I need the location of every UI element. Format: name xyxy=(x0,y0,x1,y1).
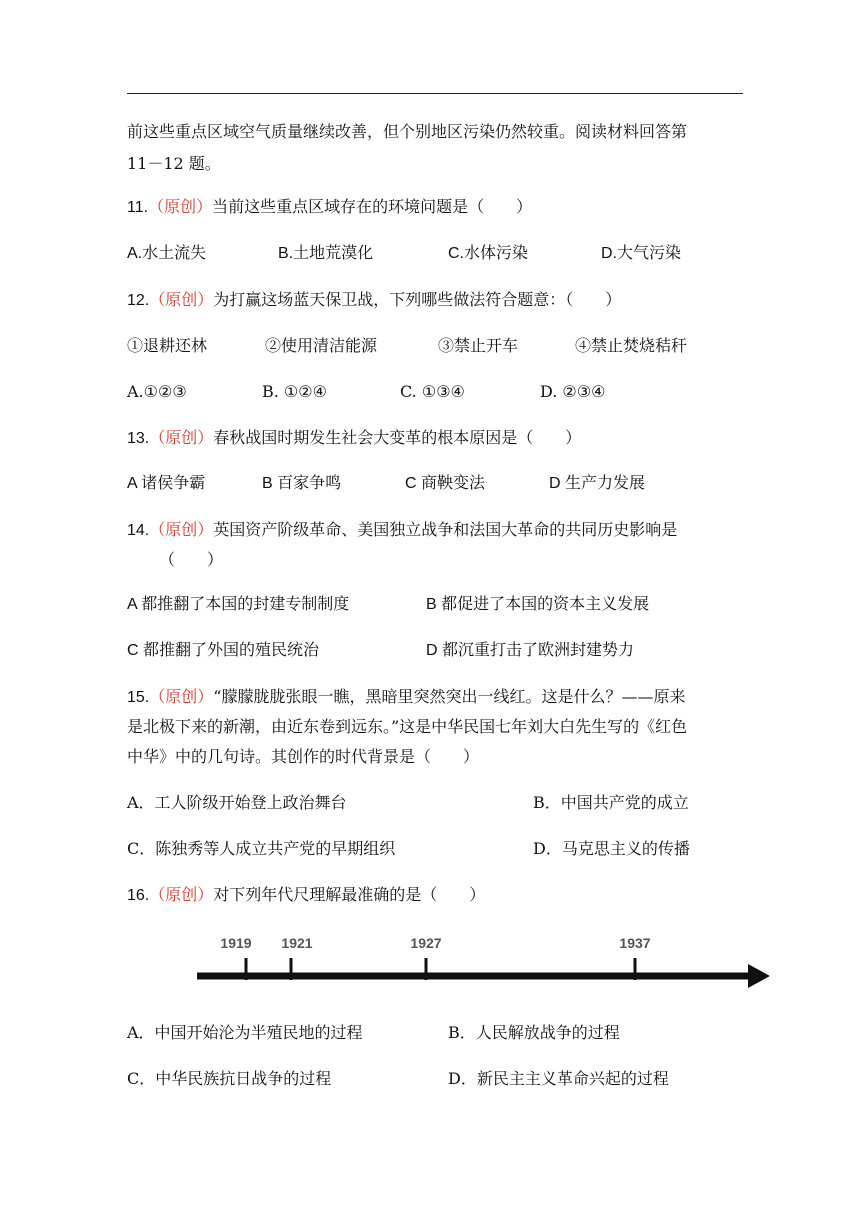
original-tag: （原创） xyxy=(149,520,214,539)
option-b[interactable]: B.土地荒漠化 xyxy=(278,245,374,262)
question-stem: 英国资产阶级革命、美国独立战争和法国大革命的共同历史影响是 xyxy=(213,520,678,539)
question-stem: “朦朦胧胧张眼一瞧，黑暗里突然突出一线红。这是什么？——原来 xyxy=(213,687,686,706)
original-tag: （原创） xyxy=(148,197,213,216)
option-a[interactable]: A.①②③ xyxy=(127,382,187,401)
option-b[interactable]: B 都促进了本国的资本主义发展 xyxy=(426,596,650,613)
question-stem: 对下列年代尺理解最准确的是（ ） xyxy=(213,885,486,904)
question-number: 15. xyxy=(127,689,150,706)
option-c[interactable]: C．陈独秀等人成立共产党的早期组织 xyxy=(127,839,396,858)
original-tag: （原创） xyxy=(149,290,214,309)
timeline-label-1921: 1921 xyxy=(281,935,313,951)
option-d[interactable]: D 生产力发展 xyxy=(549,475,646,492)
option-b[interactable]: B．中国共产党的成立 xyxy=(533,793,689,812)
option-a[interactable]: A 诸侯争霸 xyxy=(127,475,206,492)
option-a[interactable]: A．工人阶级开始登上政治舞台 xyxy=(127,793,347,812)
intro-line-1: 前这些重点区域空气质量继续改善，但个别地区污染仍然较重。阅读材料回答第 xyxy=(127,122,688,141)
option-a[interactable]: A 都推翻了本国的封建专制制度 xyxy=(127,596,350,613)
question-15-line-2: 是北极下来的新潮，由近东卷到远东。”这是中华民国七年刘大白先生写的《红色 xyxy=(127,717,688,736)
statement-2: ②使用清洁能源 xyxy=(265,336,378,355)
original-tag: （原创） xyxy=(149,428,214,447)
timeline-label-1927: 1927 xyxy=(410,935,442,951)
option-c[interactable]: C. ①③④ xyxy=(400,382,465,401)
option-b[interactable]: B. ①②④ xyxy=(262,382,327,401)
question-number: 11. xyxy=(127,199,149,216)
option-c[interactable]: C．中华民族抗日战争的过程 xyxy=(127,1069,332,1088)
statement-1: ①退耕还林 xyxy=(127,336,208,355)
option-c[interactable]: C 商鞅变法 xyxy=(405,475,486,492)
timeline-label-1919: 1919 xyxy=(220,935,252,951)
timeline-arrowhead xyxy=(748,964,770,988)
option-d[interactable]: D 都沉重打击了欧洲封建势力 xyxy=(426,642,635,659)
option-b[interactable]: B 百家争鸣 xyxy=(262,475,342,492)
timeline-label-1937: 1937 xyxy=(619,935,651,951)
original-tag: （原创） xyxy=(149,687,214,706)
option-d[interactable]: D．新民主主义革命兴起的过程 xyxy=(448,1069,669,1088)
answer-blank: （ ） xyxy=(159,550,224,569)
original-tag: （原创） xyxy=(149,885,214,904)
question-number: 14. xyxy=(127,522,150,539)
option-d[interactable]: D．马克思主义的传播 xyxy=(533,839,690,858)
question-number: 12. xyxy=(127,292,150,309)
question-stem: 为打赢这场蓝天保卫战，下列哪些做法符合题意：（ ） xyxy=(213,290,622,309)
option-a[interactable]: A.水土流失 xyxy=(127,245,207,262)
question-stem: 春秋战国时期发生社会大变革的根本原因是（ ） xyxy=(213,428,582,447)
option-d[interactable]: D. ②③④ xyxy=(540,382,606,401)
option-c[interactable]: C.水体污染 xyxy=(448,245,529,262)
option-d[interactable]: D.大气污染 xyxy=(601,245,682,262)
statement-4: ④禁止焚烧秸秆 xyxy=(575,336,688,355)
option-b[interactable]: B．人民解放战争的过程 xyxy=(448,1023,620,1042)
question-number: 13. xyxy=(127,430,150,447)
question-number: 16. xyxy=(127,887,150,904)
statement-3: ③禁止开车 xyxy=(438,336,519,355)
intro-line-2: 11－12 题。 xyxy=(127,154,221,173)
question-15-line-3: 中华》中的几句诗。其创作的时代背景是（ ） xyxy=(127,747,480,766)
option-a[interactable]: A．中国开始沦为半殖民地的过程 xyxy=(127,1023,363,1042)
question-stem: 当前这些重点区域存在的环境问题是（ ） xyxy=(212,197,533,216)
option-c[interactable]: C 都推翻了外国的殖民统治 xyxy=(127,642,320,659)
